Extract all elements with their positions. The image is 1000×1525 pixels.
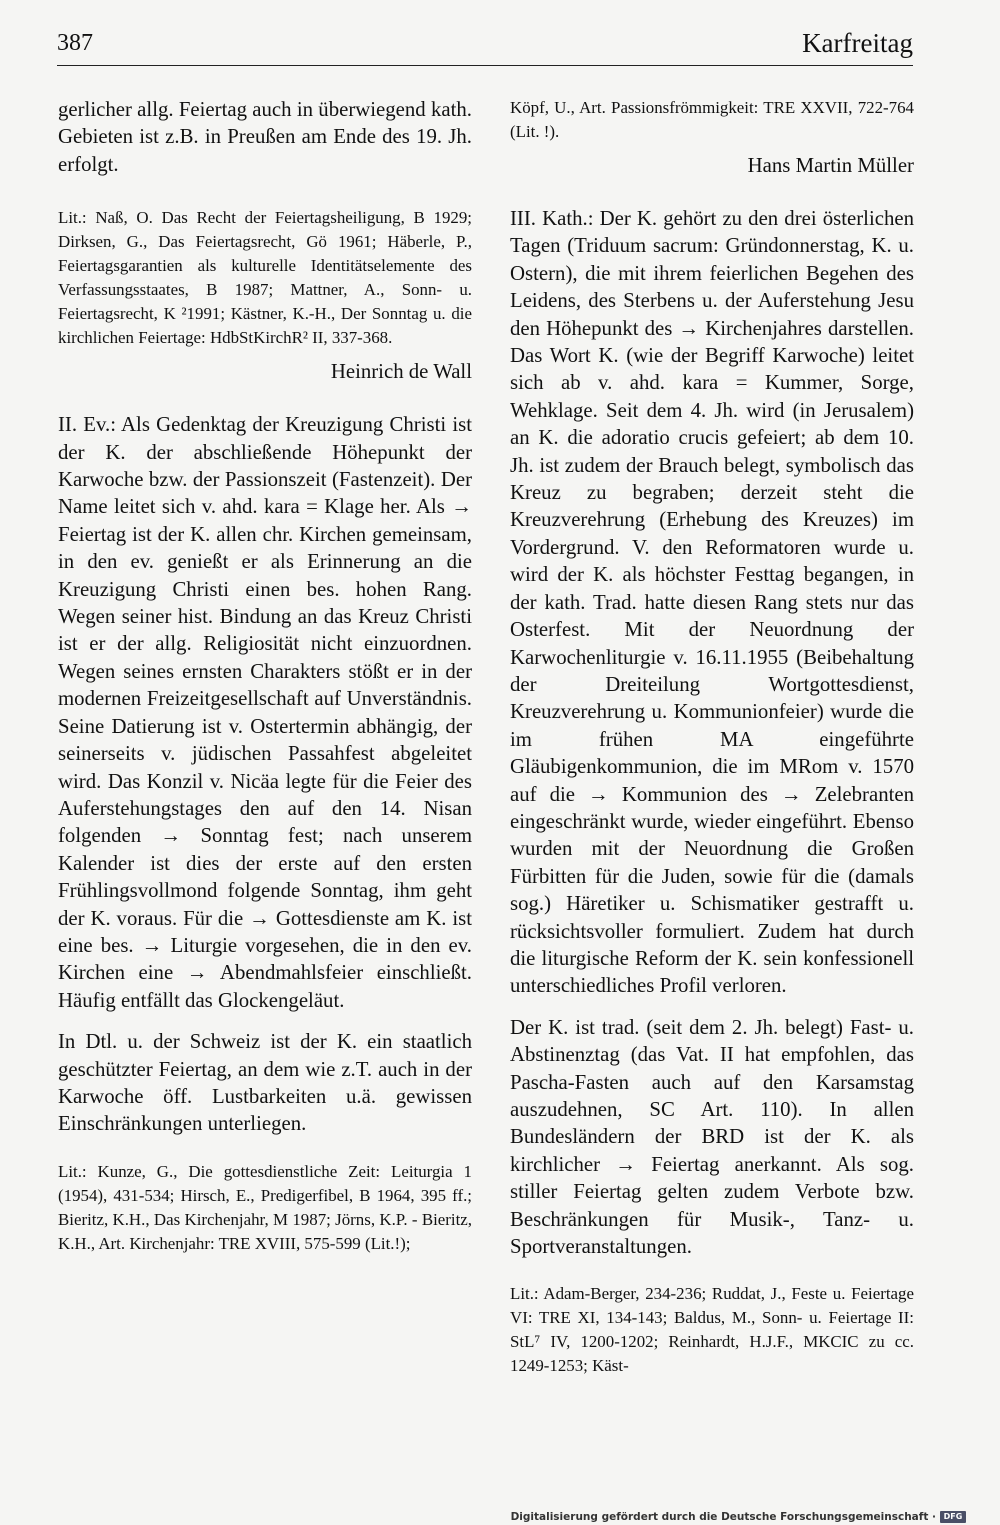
page-header [57, 28, 913, 68]
literature-list-3: Lit.: Adam-Berger, 234-236; Ruddat, J., Feste u. Feiertage VI: TRE XI, 134-143; Baldus, M., Sonn- u. Feiertage II: StL⁷ IV, 1200-1202; Reinhardt, H.J.F., MKCIC zu cc. 1249-1253; Käst- [510, 1284, 914, 1376]
author-signature-1: Heinrich de Wall [330, 360, 472, 384]
page-number: 387 [57, 30, 93, 56]
footer-text: Digitalisierung gefördert durch die Deutsche Forschungsgemeinschaft · [510, 1511, 936, 1523]
paragraph-dtl: In Dtl. u. der Schweiz ist der K. ein staatlich geschützter Feiertag, an dem wie z.T. auch in der Karwoche öff. Lustbarkeiten u.ä. gewissen Einschränkungen unterliegen. [58, 1030, 472, 1136]
literature-list-2: Lit.: Kunze, G., Die gottesdienstliche Zeit: Leiturgia 1 (1954), 431-534; Hirsch, E., Predigerfibel, B 1964, 395 ff.; Bieritz, K.H., Das Kirchenjahr, M 1987; Jörns, K.P. - Bieritz, K.H., Art. Kirchenjahr: TRE XVIII, 575-599 (Lit.!); [58, 1161, 472, 1253]
section-ev: II. Ev.: Als Gedenktag der Kreuzigung Christi ist der K. der abschließende Höhepunkt der Karwoche bzw. der Passionszeit (Fastenzeit). Der Name leitet sich v. ahd. kara = Klage her. Als → Feiertag ist der K. allen chr. Kirchen gemeinsam, in den ev. genießt er als Erinnerung an die Kreuzigung Christi einen bes. hohen Rang. Wegen seiner hist. Bindung an das Kreuz Christi ist er der allg. Religiosität nicht einzuordnen. Wegen seines ernsten Charakters stößt er in der modernen Freizeitgesellschaft auf Unverständnis. Seine Datierung ist v. Ostertermin abhängig, der seinerseits v. jüdischen Passahfest abgeleitet wird. Das Konzil v. Nicäa legte für die Feier des Auferstehungstages den auf den 14. Nisan folgenden → Sonntag fest; nach unserem Kalender ist dies der erste auf den ersten Frühlingsvollmond folgende Sonntag, ihm geht der K. voraus. Für die → Gottesdienste am K. ist eine bes. → Liturgie vorgesehen, die in den ev. Kirchen eine → Abendmahlsfeier einschließt. Häufig entfällt das Glockengeläut. [58, 413, 472, 1012]
header-rule [57, 65, 913, 66]
running-title: Karfreitag [802, 28, 913, 58]
right-column [510, 96, 914, 1378]
digitization-footer [511, 1511, 966, 1523]
literature-list-1: Lit.: Naß, O. Das Recht der Feiertagsheiligung, B 1929; Dirksen, G., Das Feiertagsrecht, Gö 1961; Häberle, P., Feiertagsgarantien als kulturelle Identitätselemente des Verfassungsstaates, B 1987; Mattner, A., Sonn- u. Feiertagsrecht, K ²1991; Kästner, K.-H., Der Sonntag u. die kirchlichen Feiertage: HdbStKirchR² II, 337-368. [58, 208, 472, 348]
paragraph-continued: gerlicher allg. Feiertag auch in überwiegend kath. Gebieten ist z.B. in Preußen am Ende des 19. Jh. erfolgt. [58, 98, 472, 176]
author-signature-2: Hans Martin Müller [747, 154, 914, 177]
section-kath: III. Kath.: Der K. gehört zu den drei österlichen Tagen (Triduum sacrum: Gründonnerstag, K. u. Ostern), die mit ihrem feierlichen Begehen des Leidens, des Sterbens u. der Auferstehung Jesu den Höhepunkt des → Kirchenjahres darstellen. Das Wort K. (wie der Begriff Karwoche) leitet sich ab v. ahd. kara = Kummer, Sorge, Wehklage. Seit dem 4. Jh. wird (in Jerusalem) an K. die adoratio crucis gefeiert; ab dem 10. Jh. ist zudem der Brauch belegt, symbolisch das Kreuz zu begraben; derzeit steht die Kreuzverehrung (Erhebung des Kreuzes) im Vordergrund. V. den Reformatoren wurde u. wird der K. als höchster Festtag begangen, in der kath. Trad. hatte diesen Rang stets nur das Osterfest. Mit der Neuordnung der Karwochenliturgie v. 16.11.1955 (Beibehaltung der Dreiteilung Wortgottesdienst, Kreuzverehrung u. Kommunionfeier) wurde die im frühen MA eingeführte Gläubigenkommunion, die im MRom v. 1570 auf die → Kommunion des → Zelebranten eingeschränkt wurde, wieder eingeführt. Ebenso wurden mit der Neuordnung die Großen Fürbitten für die Juden, sowie für die (damals sog.) Häretiker u. Schismatiker gestrafft u. rücksichtsvoller formuliert. Zudem hat durch die liturgische Reform der K. sein konfessionell unterschiedliches Profil verloren. [510, 207, 914, 998]
dfg-logo-icon: DFG [940, 1511, 966, 1523]
left-column [58, 96, 472, 1256]
literature-list-2-continued: Köpf, U., Art. Passionsfrömmigkeit: TRE XXVII, 722-764 (Lit. !). [510, 98, 914, 141]
paragraph-fasttag: Der K. ist trad. (seit dem 2. Jh. belegt) Fast- u. Abstinenztag (das Vat. II hat empfohlen, das Pascha-Fasten auch auf den Karsamstag auszudehnen, SC Art. 110). In allen Bundesländern der BRD ist der K. als kirchlicher → Feiertag anerkannt. Als sog. stiller Feiertag gelten zudem Verbote bzw. Beschränkungen für Musik-, Tanz- u. Sportveranstaltungen. [510, 1015, 914, 1259]
